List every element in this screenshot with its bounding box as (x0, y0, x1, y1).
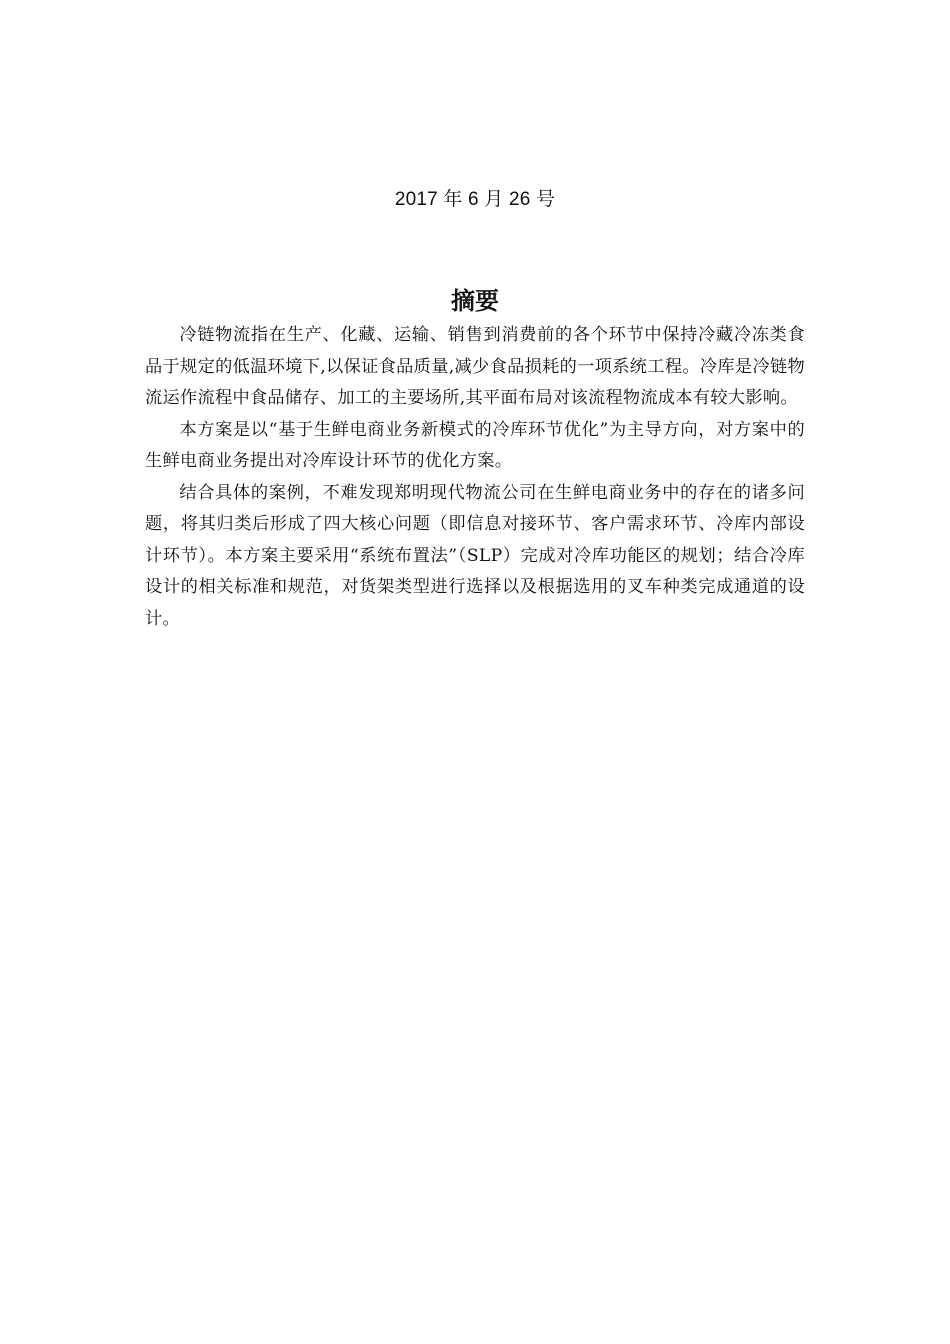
abstract-paragraph: 本方案是以“基于生鲜电商业务新模式的冷库环节优化”为主导方向，对方案中的生鲜电商业务提出对冷库设计环节的优化方案。 (145, 419, 805, 471)
abstract-paragraph: 结合具体的案例，不难发现郑明现代物流公司在生鲜电商业务中的存在的诸多问题，将其归类后形成了四大核心问题（即信息对接环节、客户需求环节、冷库内部设计环节）。本方案主要采用“系统布置法”（SLP）完成对冷库功能区的规划；结合冷库设计的相关标准和规范，对货架类型进行选择以及根据选用的叉车种类完成通道的设计。 (145, 482, 805, 629)
abstract-body (145, 320, 805, 635)
abstract-paragraph: 冷链物流指在生产、化藏、运输、销售到消费前的各个环节中保持冷藏冷冻类食品于规定的低温环境下,以保证食品质量,减少食品损耗的一项系统工程。冷库是冷链物流运作流程中食品储存、加工的主要场所,其平面布局对该流程物流成本有较大影响。 (145, 325, 805, 408)
abstract-heading: 摘要 (451, 287, 499, 315)
document-date: 2017 年 6 月 26 号 (394, 189, 556, 210)
